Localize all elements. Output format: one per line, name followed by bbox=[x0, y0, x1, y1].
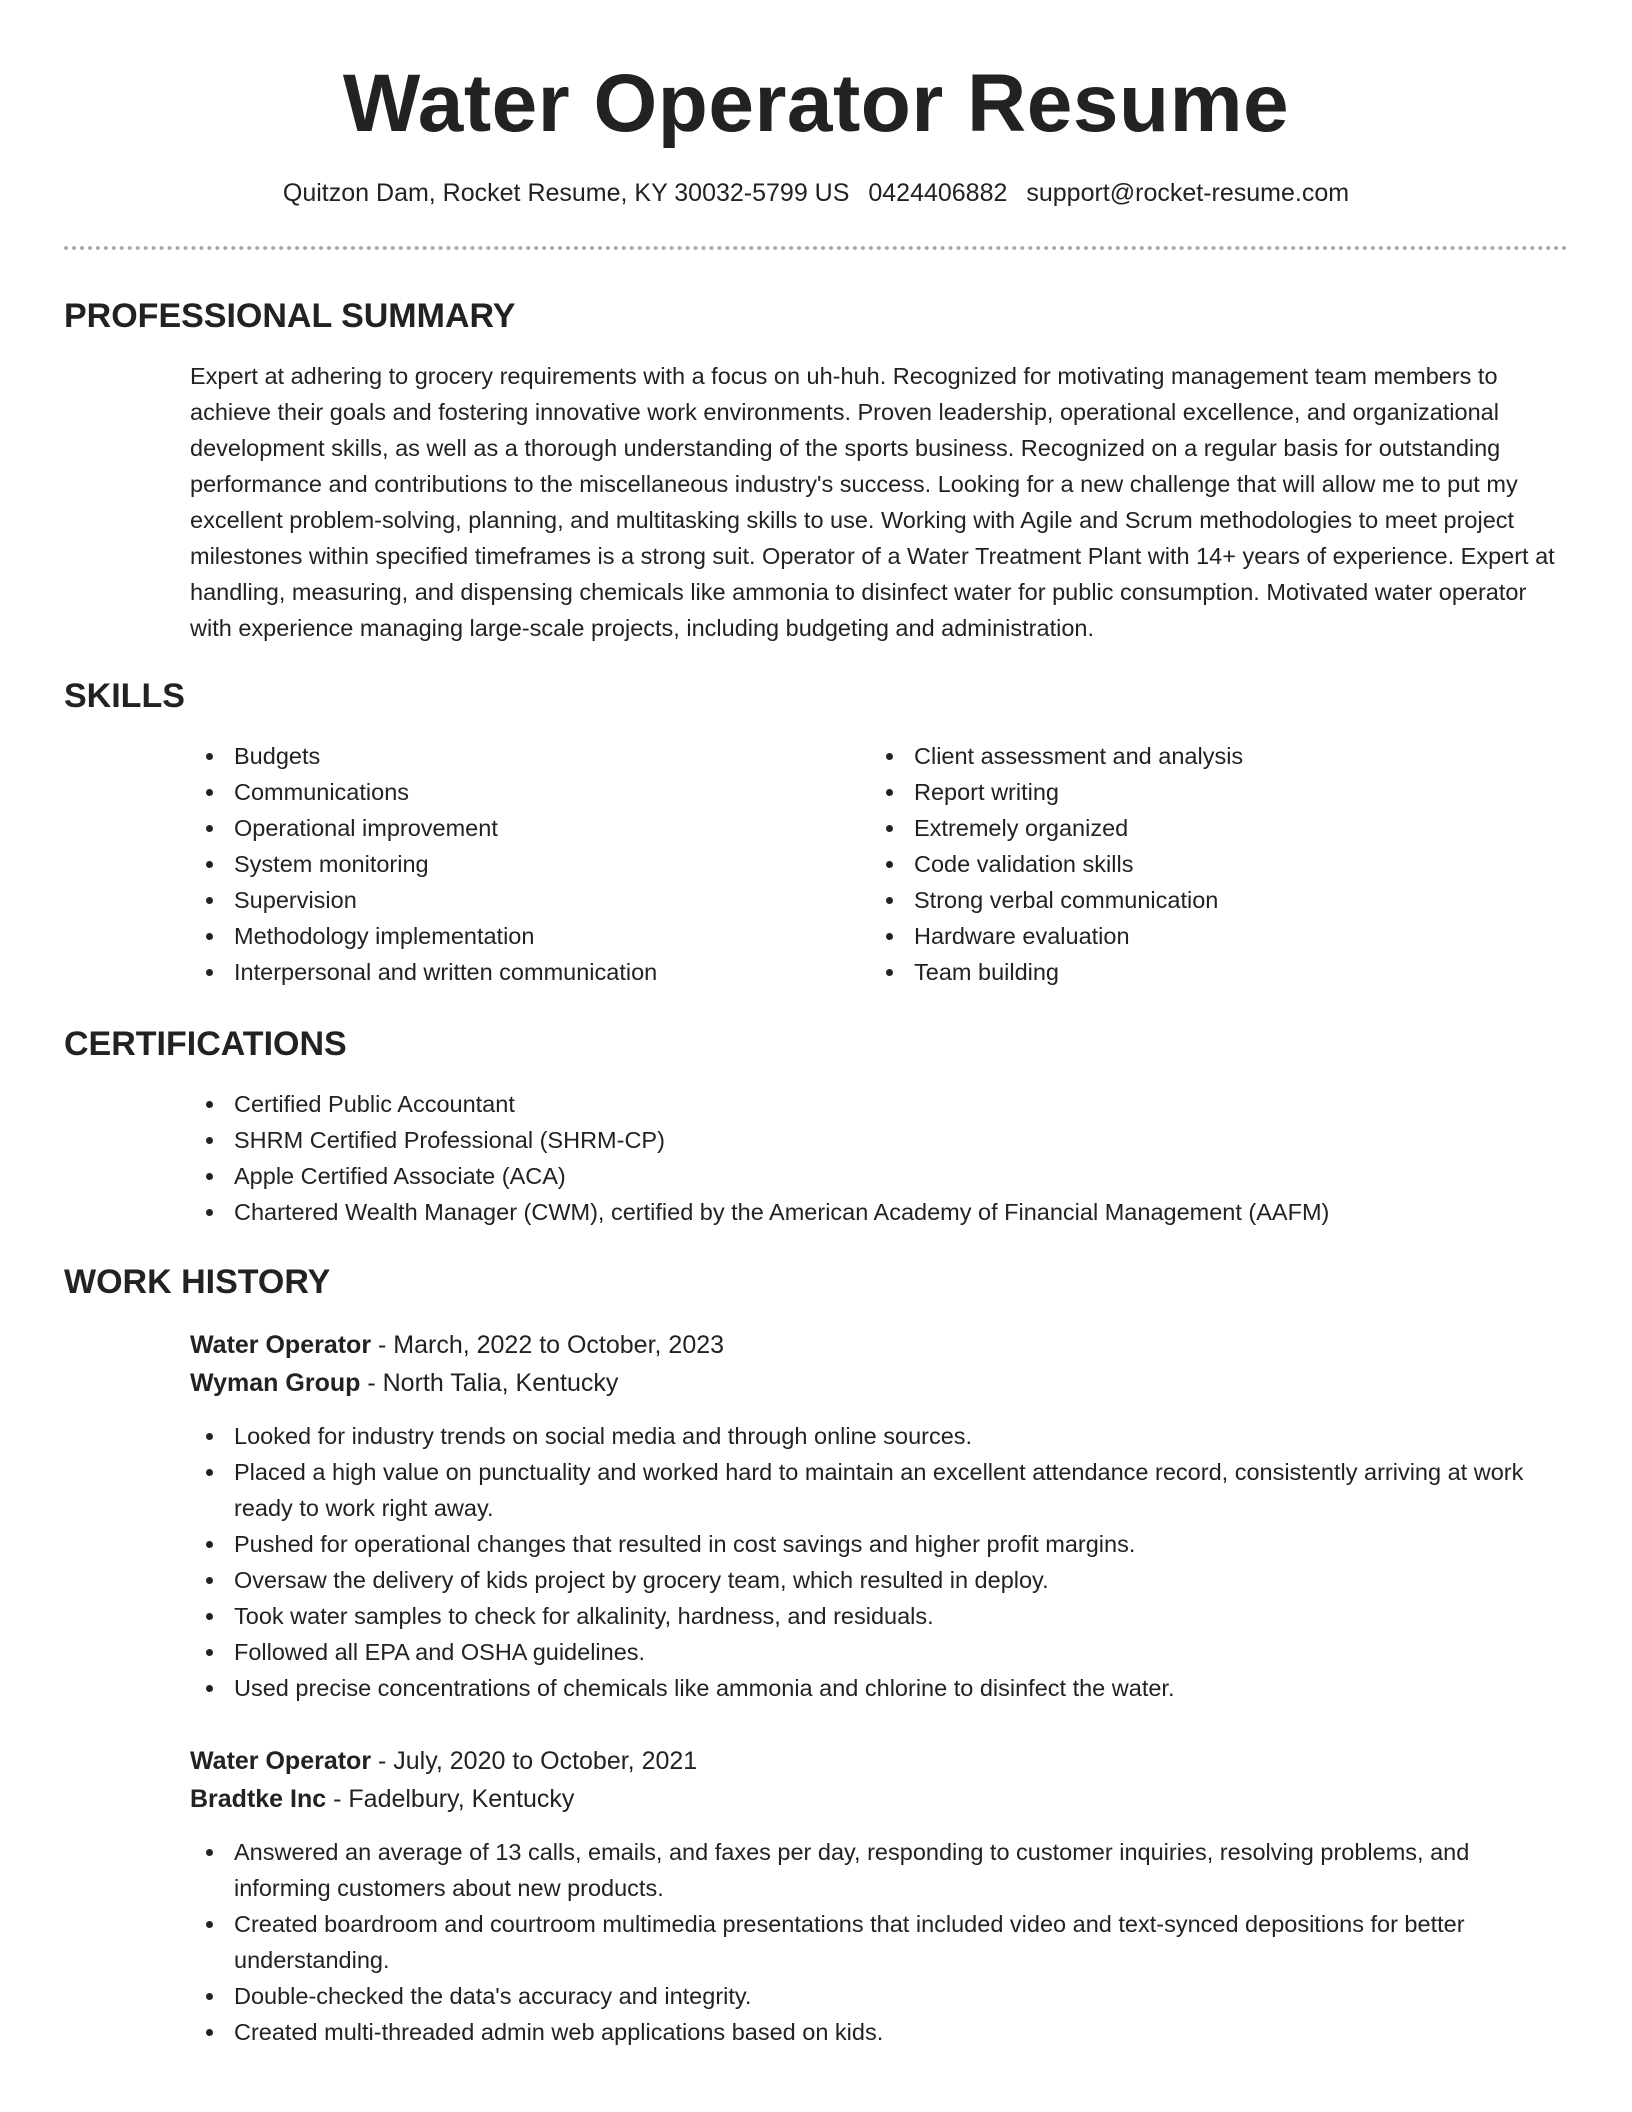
job-title-line bbox=[190, 1326, 1568, 1364]
certification-item: Certified Public Accountant bbox=[190, 1086, 1568, 1122]
resume-title: Water Operator Resume bbox=[342, 58, 1290, 149]
job-duty-item: Placed a high value on punctuality and worked hard to maintain an excellent attendance record, consistently arriving at work ready to work right away. bbox=[190, 1454, 1568, 1526]
contact-address: Quitzon Dam, Rocket Resume, KY 30032-5799 US bbox=[282, 179, 850, 207]
job-duty-item: Pushed for operational changes that resulted in cost savings and higher profit margins. bbox=[190, 1526, 1568, 1562]
job-company-line bbox=[190, 1780, 1568, 1818]
job-title: Water Operator bbox=[190, 1747, 372, 1775]
skill-item: Budgets bbox=[190, 738, 870, 774]
contact-email: support@rocket-resume.com bbox=[1026, 179, 1350, 207]
job-duty-item: Double-checked the data's accuracy and integrity. bbox=[190, 1978, 1568, 2014]
job-duty-item: Followed all EPA and OSHA guidelines. bbox=[190, 1634, 1568, 1670]
job-duty-item: Oversaw the delivery of kids project by grocery team, which resulted in deploy. bbox=[190, 1562, 1568, 1598]
skill-item: Operational improvement bbox=[190, 810, 870, 846]
summary-text: Expert at adhering to grocery requirements with a focus on uh-huh. Recognized for motivating management team members to achieve their goals and fostering innovative work environments. Proven leadership, operational excellence, and organizational development skills, as well as a thorough understanding of the sports business. Recognized on a regular basis for outstanding performance and contributions to the miscellaneous industry's success. Looking for a new challenge that will allow me to put my excellent problem-solving, planning, and multitasking skills to use. Working with Agile and Scrum methodologies to meet project milestones within specified timeframes is a strong suit. Operator of a Water Treatment Plant with 14+ years of experience. Expert at handling, measuring, and dispensing chemicals like ammonia to disinfect water for public consumption. Motivated water operator with experience managing large-scale projects, including budgeting and administration. bbox=[190, 363, 1555, 641]
skill-item: Hardware evaluation bbox=[870, 918, 1550, 954]
skill-item: Methodology implementation bbox=[190, 918, 870, 954]
job-dates: - March, 2022 to October, 2023 bbox=[371, 1331, 725, 1359]
skills-right-column bbox=[870, 738, 1550, 990]
job-location: - North Talia, Kentucky bbox=[360, 1369, 619, 1397]
skill-item: Strong verbal communication bbox=[870, 882, 1550, 918]
work-history-heading: WORK HISTORY bbox=[64, 1263, 331, 1301]
job-title-line bbox=[190, 1742, 1568, 1780]
skill-item: Communications bbox=[190, 774, 870, 810]
summary-heading: PROFESSIONAL SUMMARY bbox=[64, 297, 516, 335]
job-company-line bbox=[190, 1364, 1568, 1402]
job-duties-list bbox=[190, 1834, 1568, 2050]
skill-item: Interpersonal and written communication bbox=[190, 954, 870, 990]
job-entry bbox=[64, 1326, 1568, 1706]
skill-item: Client assessment and analysis bbox=[870, 738, 1550, 774]
skills-left-column bbox=[190, 738, 870, 990]
skill-item: Extremely organized bbox=[870, 810, 1550, 846]
header-divider bbox=[64, 246, 1568, 250]
job-duty-item: Created multi-threaded admin web applications based on kids. bbox=[190, 2014, 1568, 2050]
job-entry bbox=[64, 1742, 1568, 2050]
job-location: - Fadelbury, Kentucky bbox=[326, 1785, 575, 1813]
skill-item: Team building bbox=[870, 954, 1550, 990]
job-duties-list bbox=[190, 1418, 1568, 1706]
skills-grid bbox=[64, 738, 1568, 990]
certifications-list bbox=[64, 1086, 1568, 1230]
certification-item: Apple Certified Associate (ACA) bbox=[190, 1158, 1568, 1194]
job-duty-item: Looked for industry trends on social media and through online sources. bbox=[190, 1418, 1568, 1454]
job-company: Wyman Group bbox=[190, 1369, 361, 1397]
job-title: Water Operator bbox=[190, 1331, 372, 1359]
skills-heading: SKILLS bbox=[64, 677, 185, 715]
job-dates: - July, 2020 to October, 2021 bbox=[371, 1747, 698, 1775]
certification-item: SHRM Certified Professional (SHRM-CP) bbox=[190, 1122, 1568, 1158]
skill-item: System monitoring bbox=[190, 846, 870, 882]
job-duty-item: Used precise concentrations of chemicals like ammonia and chlorine to disinfect the water. bbox=[190, 1670, 1568, 1706]
certifications-heading: CERTIFICATIONS bbox=[64, 1025, 347, 1063]
certification-item: Chartered Wealth Manager (CWM), certified by the American Academy of Financial Management (AAFM) bbox=[190, 1194, 1568, 1230]
contact-phone: 0424406882 bbox=[868, 179, 1008, 207]
job-duty-item: Took water samples to check for alkalinity, hardness, and residuals. bbox=[190, 1598, 1568, 1634]
skill-item: Code validation skills bbox=[870, 846, 1550, 882]
job-duty-item: Answered an average of 13 calls, emails, and faxes per day, responding to customer inquiries, resolving problems, and informing customers about new products. bbox=[190, 1834, 1568, 1906]
skill-item: Supervision bbox=[190, 882, 870, 918]
contact-line bbox=[64, 178, 1568, 208]
job-company: Bradtke Inc bbox=[190, 1785, 327, 1813]
skill-item: Report writing bbox=[870, 774, 1550, 810]
job-duty-item: Created boardroom and courtroom multimedia presentations that included video and text-synced depositions for better understanding. bbox=[190, 1906, 1568, 1978]
